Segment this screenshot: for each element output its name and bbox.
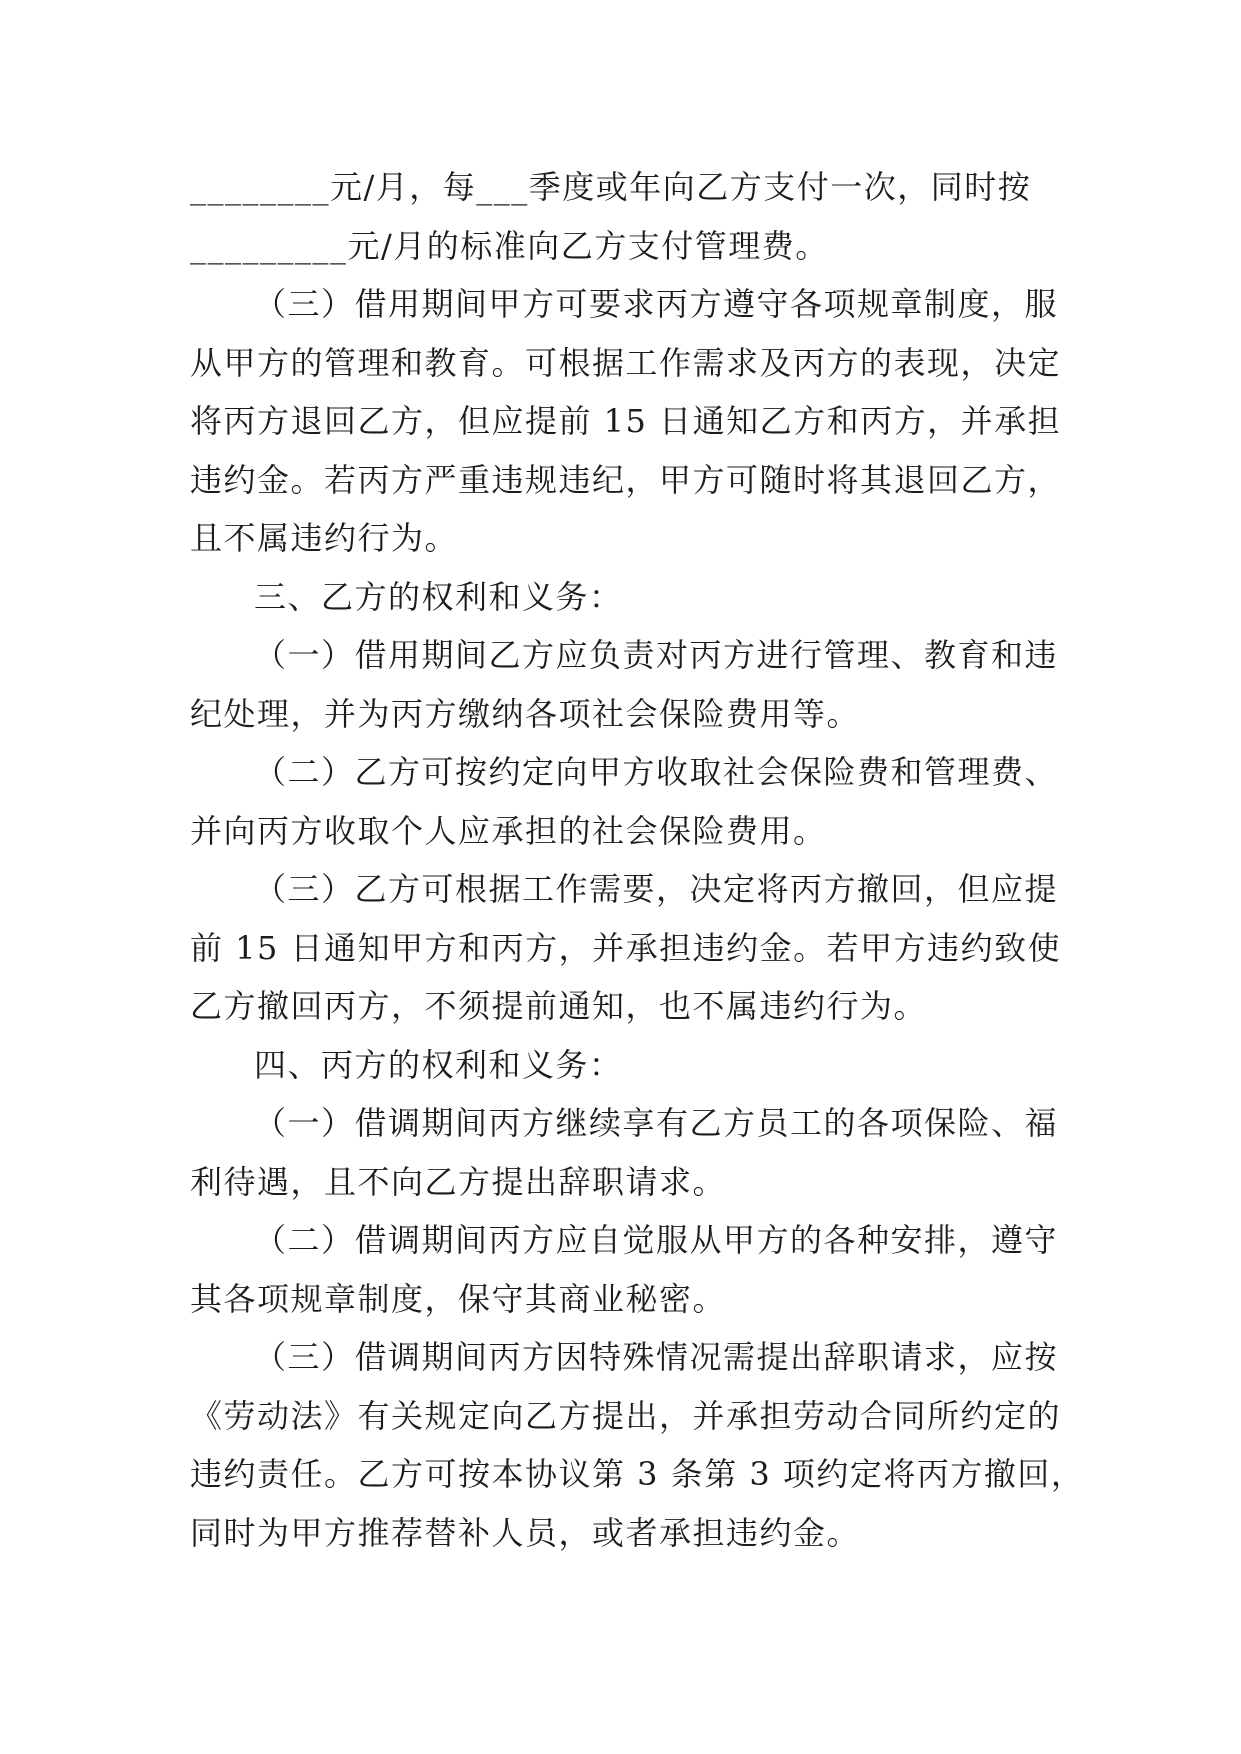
- text-line: 其各项规章制度，保守其商业秘密。: [190, 1279, 727, 1318]
- paragraph-start-line: （三）借调期间丙方因特殊情况需提出辞职请求，应按: [254, 1338, 1059, 1376]
- paragraph-start-line: （三）借用期间甲方可要求丙方遵守各项规章制度，服: [254, 285, 1059, 323]
- text-line: 违约金。若丙方严重违规违纪，甲方可随时将其退回乙方，: [190, 460, 1062, 499]
- text-line: ________元/月，每___季度或年向乙方支付一次，同时按: [190, 168, 1032, 206]
- text-line: 违约责任。乙方可按本协议第 3 条第 3 项约定将丙方撤回，: [190, 1455, 1085, 1493]
- document-body: [190, 158, 1085, 1562]
- text-line: 将丙方退回乙方，但应提前 15 日通知乙方和丙方，并承担: [190, 402, 1062, 440]
- text-line: 从甲方的管理和教育。可根据工作需求及丙方的表现，决定: [190, 343, 1062, 382]
- text-line: 乙方撤回丙方，不须提前通知，也不属违约行为。: [190, 987, 928, 1025]
- text-line: 同时为甲方推荐替补人员，或者承担违约金。: [190, 1513, 861, 1552]
- paragraph-start-line: （一）借用期间乙方应负责对丙方进行管理、教育和违: [254, 636, 1059, 674]
- section-heading: 四、丙方的权利和义务：: [254, 1045, 623, 1084]
- section-heading: 三、乙方的权利和义务：: [254, 577, 623, 616]
- text-line: 前 15 日通知甲方和丙方，并承担违约金。若甲方违约致使: [190, 928, 1062, 967]
- paragraph-start-line: （三）乙方可根据工作需要，决定将丙方撤回，但应提: [254, 870, 1059, 908]
- text-line: 利待遇，且不向乙方提出辞职请求。: [190, 1162, 727, 1201]
- text-line: _________元/月的标准向乙方支付管理费。: [190, 226, 829, 265]
- text-line: 并向丙方收取个人应承担的社会保险费用。: [190, 811, 827, 850]
- text-line: 且不属违约行为。: [190, 519, 459, 557]
- paragraph-start-line: （一）借调期间丙方继续享有乙方员工的各项保险、福: [254, 1104, 1059, 1142]
- text-line: 《劳动法》有关规定向乙方提出，并承担劳动合同所约定的: [190, 1396, 1062, 1435]
- text-line: 纪处理，并为丙方缴纳各项社会保险费用等。: [190, 694, 861, 733]
- paragraph-start-line: （二）乙方可按约定向甲方收取社会保险费和管理费、: [254, 753, 1059, 791]
- paragraph-start-line: （二）借调期间丙方应自觉服从甲方的各种安排，遵守: [254, 1221, 1059, 1259]
